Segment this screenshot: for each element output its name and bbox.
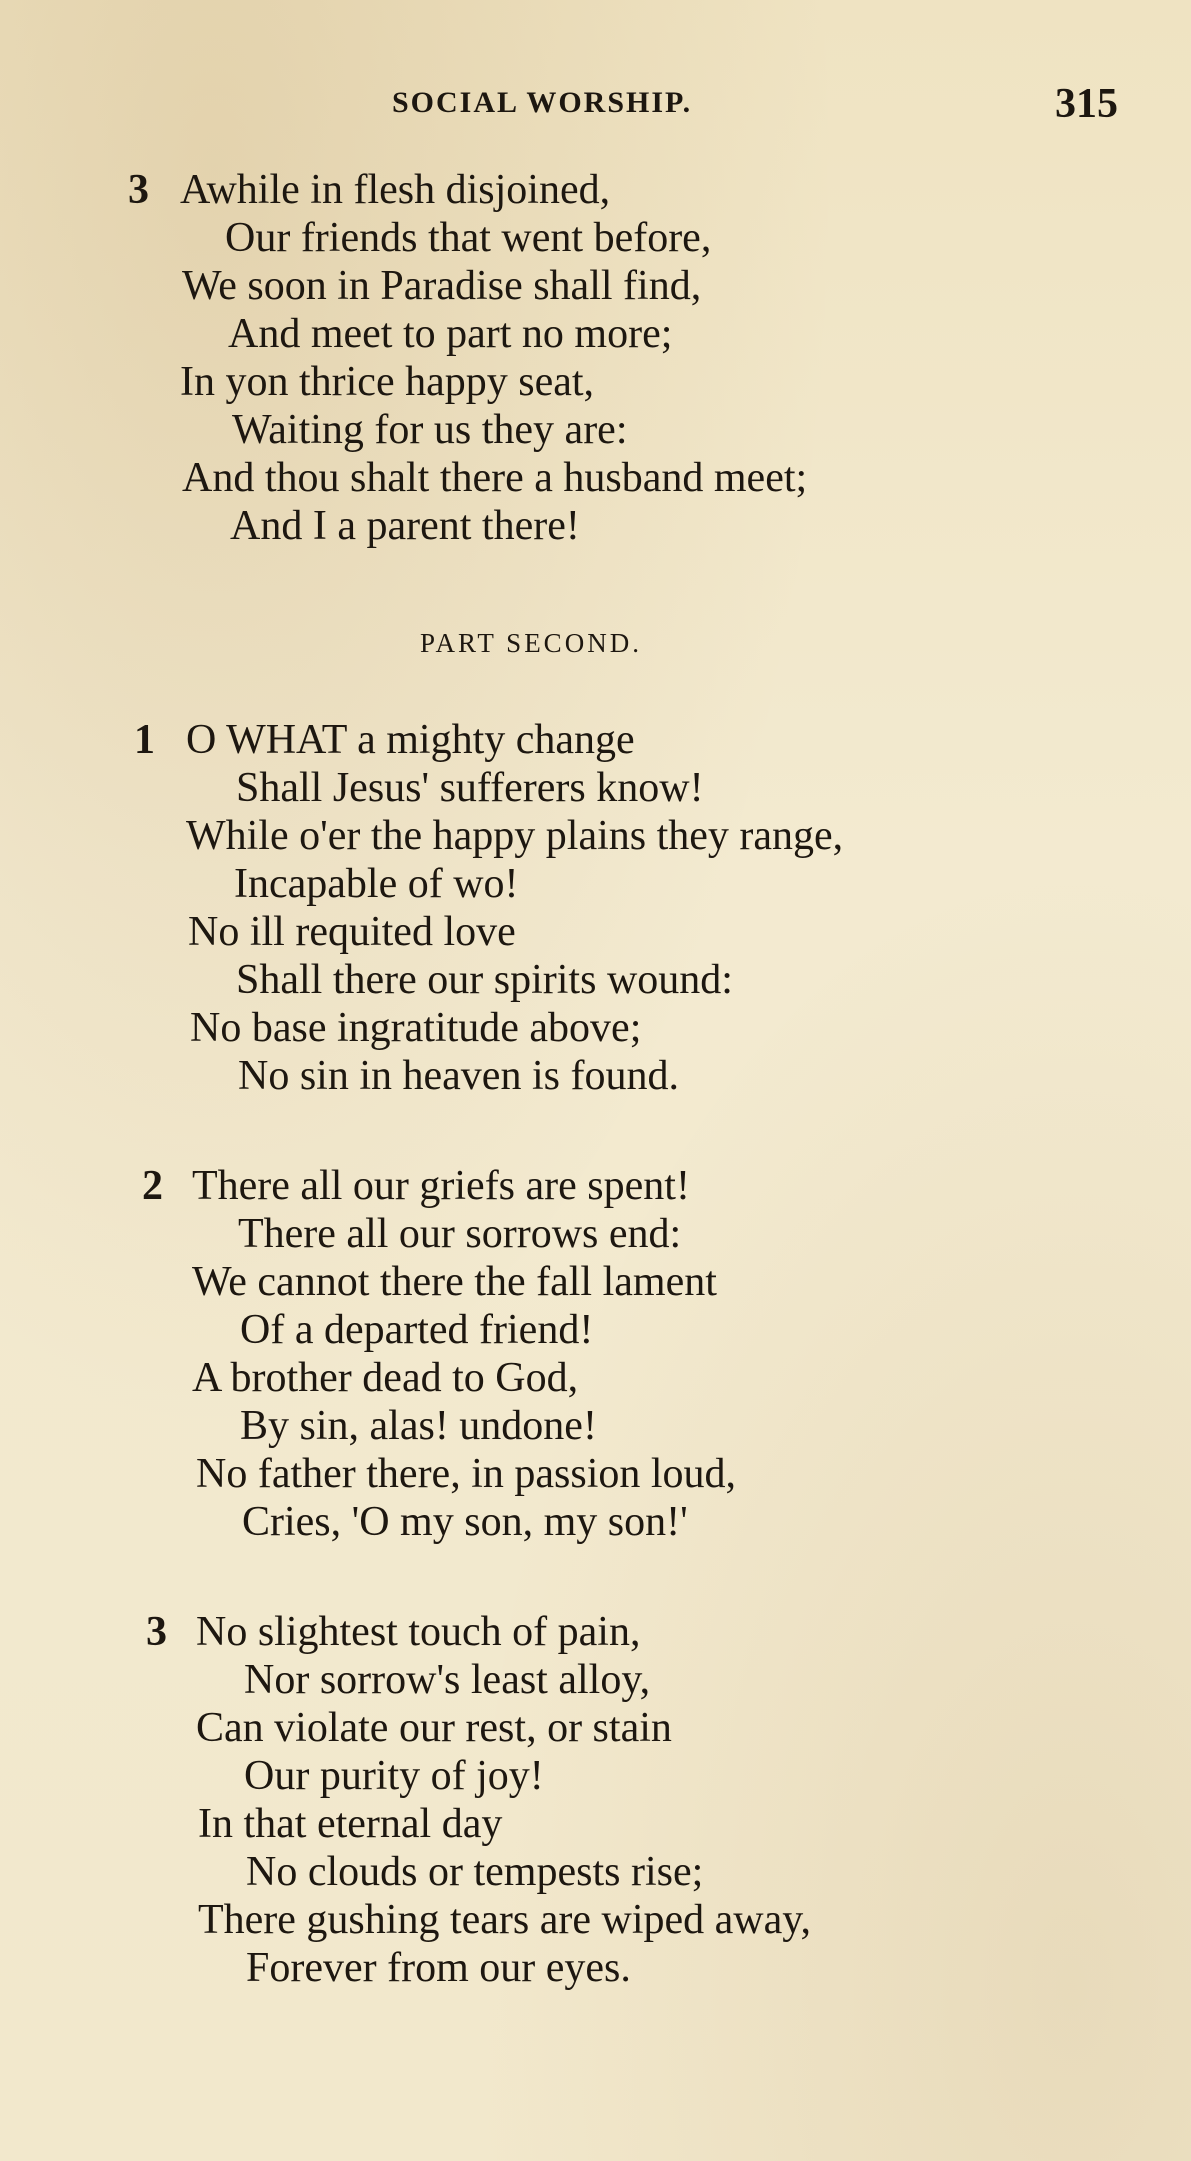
- verse-line: A brother dead to God,: [192, 1355, 579, 1401]
- verse-line: Waiting for us they are:: [232, 407, 628, 453]
- verse-line: Incapable of wo!: [234, 861, 519, 907]
- verse-line: While o'er the happy plains they range,: [186, 813, 844, 859]
- verse-line: No ill requited love: [188, 909, 516, 955]
- verse-line: Cries, 'O my son, my son!': [242, 1499, 688, 1545]
- verse-line: No sin in heaven is found.: [238, 1053, 679, 1099]
- running-title: SOCIAL WORSHIP.: [392, 86, 693, 119]
- verse-line: No base ingratitude above;: [190, 1005, 642, 1051]
- stanza-number: 3: [146, 1609, 167, 1655]
- verse-line: We cannot there the fall lament: [192, 1259, 717, 1305]
- verse-line: And thou shalt there a husband meet;: [182, 455, 808, 501]
- verse-line: Our purity of joy!: [244, 1753, 544, 1799]
- verse-line: Awhile in flesh disjoined,: [180, 167, 611, 213]
- verse-line: There all our griefs are spent!: [192, 1163, 690, 1209]
- verse-line: No clouds or tempests rise;: [246, 1849, 704, 1895]
- section-heading: PART SECOND.: [420, 628, 642, 658]
- page-number: 315: [1055, 81, 1118, 127]
- verse-line: There gushing tears are wiped away,: [198, 1897, 812, 1943]
- verse-line: Can violate our rest, or stain: [196, 1705, 672, 1751]
- verse-line: And I a parent there!: [230, 503, 580, 549]
- stanza-number: 3: [128, 167, 149, 213]
- stanza-number: 1: [134, 717, 155, 763]
- verse-line: No father there, in passion loud,: [196, 1451, 737, 1497]
- verse-line: Shall there our spirits wound:: [236, 957, 733, 1003]
- verse-line: In yon thrice happy seat,: [180, 359, 595, 405]
- verse-line: Of a departed friend!: [240, 1307, 594, 1353]
- verse-line: Nor sorrow's least alloy,: [244, 1657, 651, 1703]
- verse-line: Forever from our eyes.: [246, 1945, 631, 1991]
- verse-line: Our friends that went before,: [225, 215, 712, 261]
- verse-line: O WHAT a mighty change: [186, 717, 635, 763]
- verse-line: In that eternal day: [198, 1801, 503, 1847]
- stanza-number: 2: [142, 1163, 163, 1209]
- verse-line: Shall Jesus' sufferers know!: [236, 765, 704, 811]
- verse-line: No slightest touch of pain,: [196, 1609, 641, 1655]
- verse-line: By sin, alas! undone!: [240, 1403, 597, 1449]
- verse-line: And meet to part no more;: [228, 311, 673, 357]
- verse-line: There all our sorrows end:: [238, 1211, 682, 1257]
- verse-line: We soon in Paradise shall find,: [182, 263, 702, 309]
